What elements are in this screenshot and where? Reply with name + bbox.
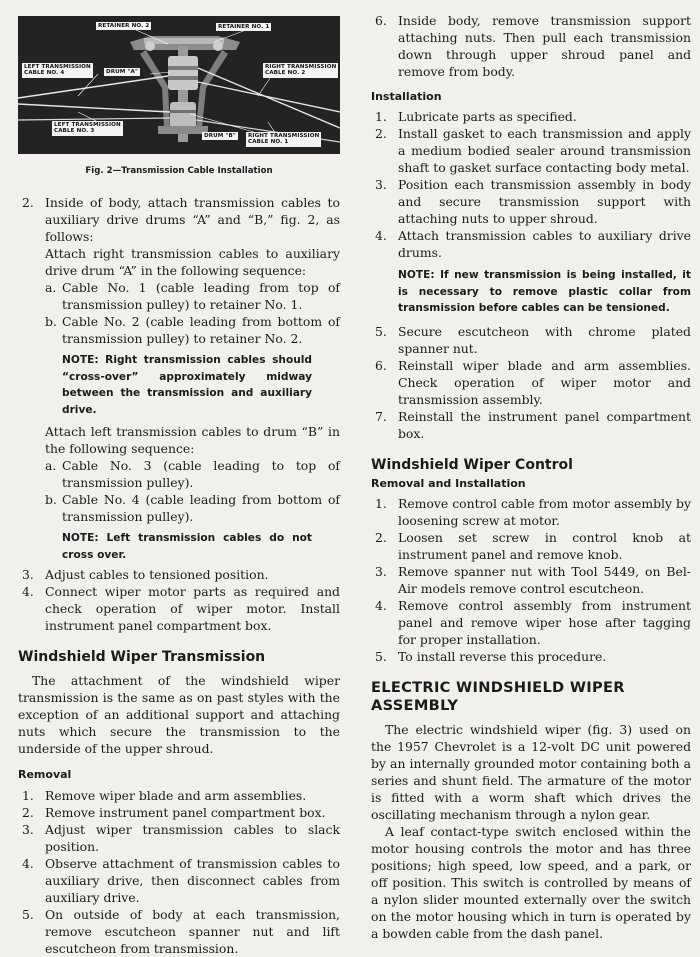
label-drum-b: DRUM "B" xyxy=(204,133,236,139)
section-title-wiper-control: Windshield Wiper Control xyxy=(371,456,573,473)
item-number: 4. xyxy=(375,228,387,243)
item-number: 5. xyxy=(375,648,387,664)
removal-title: Removal xyxy=(18,768,72,781)
item-text: Reinstall the instrument panel compartment box. xyxy=(398,408,691,441)
removal-list xyxy=(18,787,340,957)
list-item xyxy=(371,227,691,261)
item-text: Remove control assembly from instrument panel and remove wiper hose after tagging for proper installation. xyxy=(398,597,691,647)
item-text: Cable No. 4 (cable leading from bottom of transmission pulley). xyxy=(62,492,340,524)
list-item xyxy=(371,529,691,563)
item-text: Remove spanner nut with Tool 5449, on Bel-Air models remove control escutcheon. xyxy=(398,563,691,596)
item-text: Inside of body, attach transmission cables to auxiliary drive drums “A” and “B,” fig. 2, as follows: xyxy=(45,195,340,244)
list-item xyxy=(371,323,691,357)
note-right-cables: NOTE: Right transmission cables should “cross-over” approximately midway between the transmission and auxiliary drive. xyxy=(62,354,312,416)
note-plastic-collar: NOTE: If new transmission is being installed, it is necessary to remove plastic collar from transmission before cables can be tensioned. xyxy=(398,269,691,314)
list-item xyxy=(18,313,340,347)
control-list xyxy=(371,495,691,665)
item-number: 7. xyxy=(375,408,387,424)
item-text: Reinstall wiper blade and arm assemblies. Check operation of wiper motor and transmission assembly. xyxy=(398,357,691,407)
list-item xyxy=(18,491,340,525)
item-text: Observe attachment of transmission cables to auxiliary drive, then disconnect cables from auxiliary drive. xyxy=(45,856,340,905)
list-item xyxy=(18,194,340,245)
list-item xyxy=(371,648,691,665)
item-text: Remove wiper blade and arm assemblies. xyxy=(45,788,307,803)
section-title-electric-wiper: ELECTRIC WINDSHIELD WIPER ASSEMBLY xyxy=(371,678,625,714)
item-text: Remove instrument panel compartment box. xyxy=(45,805,326,820)
item-number: 3. xyxy=(22,567,34,582)
item-text: Inside body, remove transmission support attaching nuts. Then pull each transmission down through upper shroud panel and remove from body. xyxy=(398,13,691,79)
installation-list-cont xyxy=(371,323,691,442)
list-item xyxy=(371,125,691,176)
item-text: Cable No. 2 (cable leading from bottom of transmission pulley) to retainer No. 2. xyxy=(62,314,340,346)
transmission-cable-figure xyxy=(18,16,340,154)
figure-caption: Fig. 2—Transmission Cable Installation xyxy=(85,166,273,176)
cable-steps-list xyxy=(18,194,340,634)
item-text: Loosen set screw in control knob at instrument panel and remove knob. xyxy=(398,529,691,562)
item-number: 3. xyxy=(375,563,387,579)
item-letter: a. xyxy=(45,280,57,295)
left-cable-intro: Attach left transmission cables to drum “B” in the following sequence: xyxy=(45,424,340,456)
item-text: Cable No. 1 (cable leading from top of transmission pulley) to retainer No. 1. xyxy=(62,280,340,312)
label-right-cable-1: RIGHT TRANSMISSION CABLE NO. 1 xyxy=(248,133,320,146)
installation-list xyxy=(371,108,691,261)
removal-cont-list xyxy=(371,12,691,80)
item-number: 4. xyxy=(22,584,34,599)
item-number: 6. xyxy=(375,13,387,28)
item-number: 1. xyxy=(375,109,387,124)
list-item xyxy=(371,108,691,125)
list-item xyxy=(18,855,340,906)
item-number: 3. xyxy=(22,822,34,837)
installation-title: Installation xyxy=(371,90,442,103)
item-text: Position each transmission assembly in body and secure transmission support with attaching nuts to upper shroud. xyxy=(398,177,691,226)
item-text: Adjust cables to tensioned position. xyxy=(45,567,269,582)
item-number: 3. xyxy=(375,177,387,192)
item-number: 2. xyxy=(375,126,387,141)
list-item xyxy=(371,597,691,648)
item-text: To install reverse this procedure. xyxy=(398,648,607,664)
list-item xyxy=(18,279,340,313)
item-text: On outside of body at each transmission, remove escutcheon spanner nut and lift escutcheon from transmission. xyxy=(45,907,340,956)
electric-paragraph-1: The electric windshield wiper (fig. 3) used on the 1957 Chevrolet is a 12-volt DC unit powered by an internally grounded motor containing both a series and shunt field. The armature of the motor is fitted with a worm shaft which drives the oscillating mechanism through a nylon gear. xyxy=(371,721,691,822)
control-subtitle: Removal and Installation xyxy=(371,476,526,490)
label-left-cable-4: LEFT TRANSMISSION CABLE NO. 4 xyxy=(24,64,91,77)
item-number: 1. xyxy=(375,495,387,511)
list-item xyxy=(371,408,691,442)
label-retainer-1: RETAINER NO. 1 xyxy=(218,24,270,30)
list-item xyxy=(18,906,340,957)
list-item xyxy=(371,495,691,529)
item-number: 6. xyxy=(375,357,387,373)
list-item xyxy=(371,563,691,597)
item-letter: b. xyxy=(45,492,57,507)
list-item xyxy=(18,804,340,821)
item-text: Attach transmission cables to auxiliary drive drums. xyxy=(398,228,691,260)
list-item xyxy=(371,176,691,227)
section-title-wiper-transmission: Windshield Wiper Transmission xyxy=(18,649,266,665)
item-text: Cable No. 3 (cable leading to top of transmission pulley). xyxy=(62,458,340,490)
item-text: Remove control cable from motor assembly by loosening screw at motor. xyxy=(398,495,691,528)
item-text: Secure escutcheon with chrome plated spanner nut. xyxy=(398,323,691,356)
item-text: Install gasket to each transmission and apply a medium bodied sealer around transmission shaft to gasket surface contacting body metal. xyxy=(398,126,691,175)
label-right-cable-2: RIGHT TRANSMISSION CABLE NO. 2 xyxy=(265,64,337,77)
list-item xyxy=(18,583,340,634)
item-letter: a. xyxy=(45,458,57,473)
electric-paragraph-2: A leaf contact-type switch enclosed within the motor housing controls the motor and has three positions; high speed, low speed, and a park, or off position. This switch is controlled by means of a nylon slider mounted externally over the switch on the motor housing which in turn is operated by a bowden cable from the dash panel. xyxy=(371,823,691,941)
list-item xyxy=(18,787,340,804)
item-number: 2. xyxy=(375,529,387,545)
right-cable-intro: Attach right transmission cables to auxiliary drive drum “A” in the following sequence: xyxy=(45,246,340,278)
note-left-cables: NOTE: Left transmission cables do not cross over. xyxy=(62,532,312,561)
item-number: 2. xyxy=(22,195,34,210)
list-item xyxy=(18,457,340,491)
item-text: Lubricate parts as specified. xyxy=(398,109,577,124)
section-paragraph: The attachment of the windshield wiper transmission is the same as on past styles with the exception of an additional support and attaching nuts which secure the transmission to the underside of the upper shroud. xyxy=(18,673,340,756)
item-letter: b. xyxy=(45,314,57,329)
list-item xyxy=(18,566,340,583)
left-column xyxy=(18,0,340,957)
item-number: 5. xyxy=(22,907,34,922)
list-item xyxy=(371,12,691,80)
label-drum-a: DRUM "A" xyxy=(106,69,138,75)
item-number: 4. xyxy=(22,856,34,871)
item-number: 5. xyxy=(375,323,387,339)
label-left-cable-3: LEFT TRANSMISSION CABLE NO. 3 xyxy=(54,122,121,135)
item-number: 2. xyxy=(22,805,34,820)
item-text: Adjust wiper transmission cables to slack position. xyxy=(45,822,340,854)
list-item xyxy=(371,357,691,408)
item-number: 1. xyxy=(22,788,34,803)
label-retainer-2: RETAINER NO. 2 xyxy=(98,23,150,29)
item-number: 4. xyxy=(375,597,387,613)
item-text: Connect wiper motor parts as required and check operation of wiper motor. Install instrument panel compartment box. xyxy=(45,584,340,633)
right-column xyxy=(371,12,691,942)
list-item xyxy=(18,821,340,855)
